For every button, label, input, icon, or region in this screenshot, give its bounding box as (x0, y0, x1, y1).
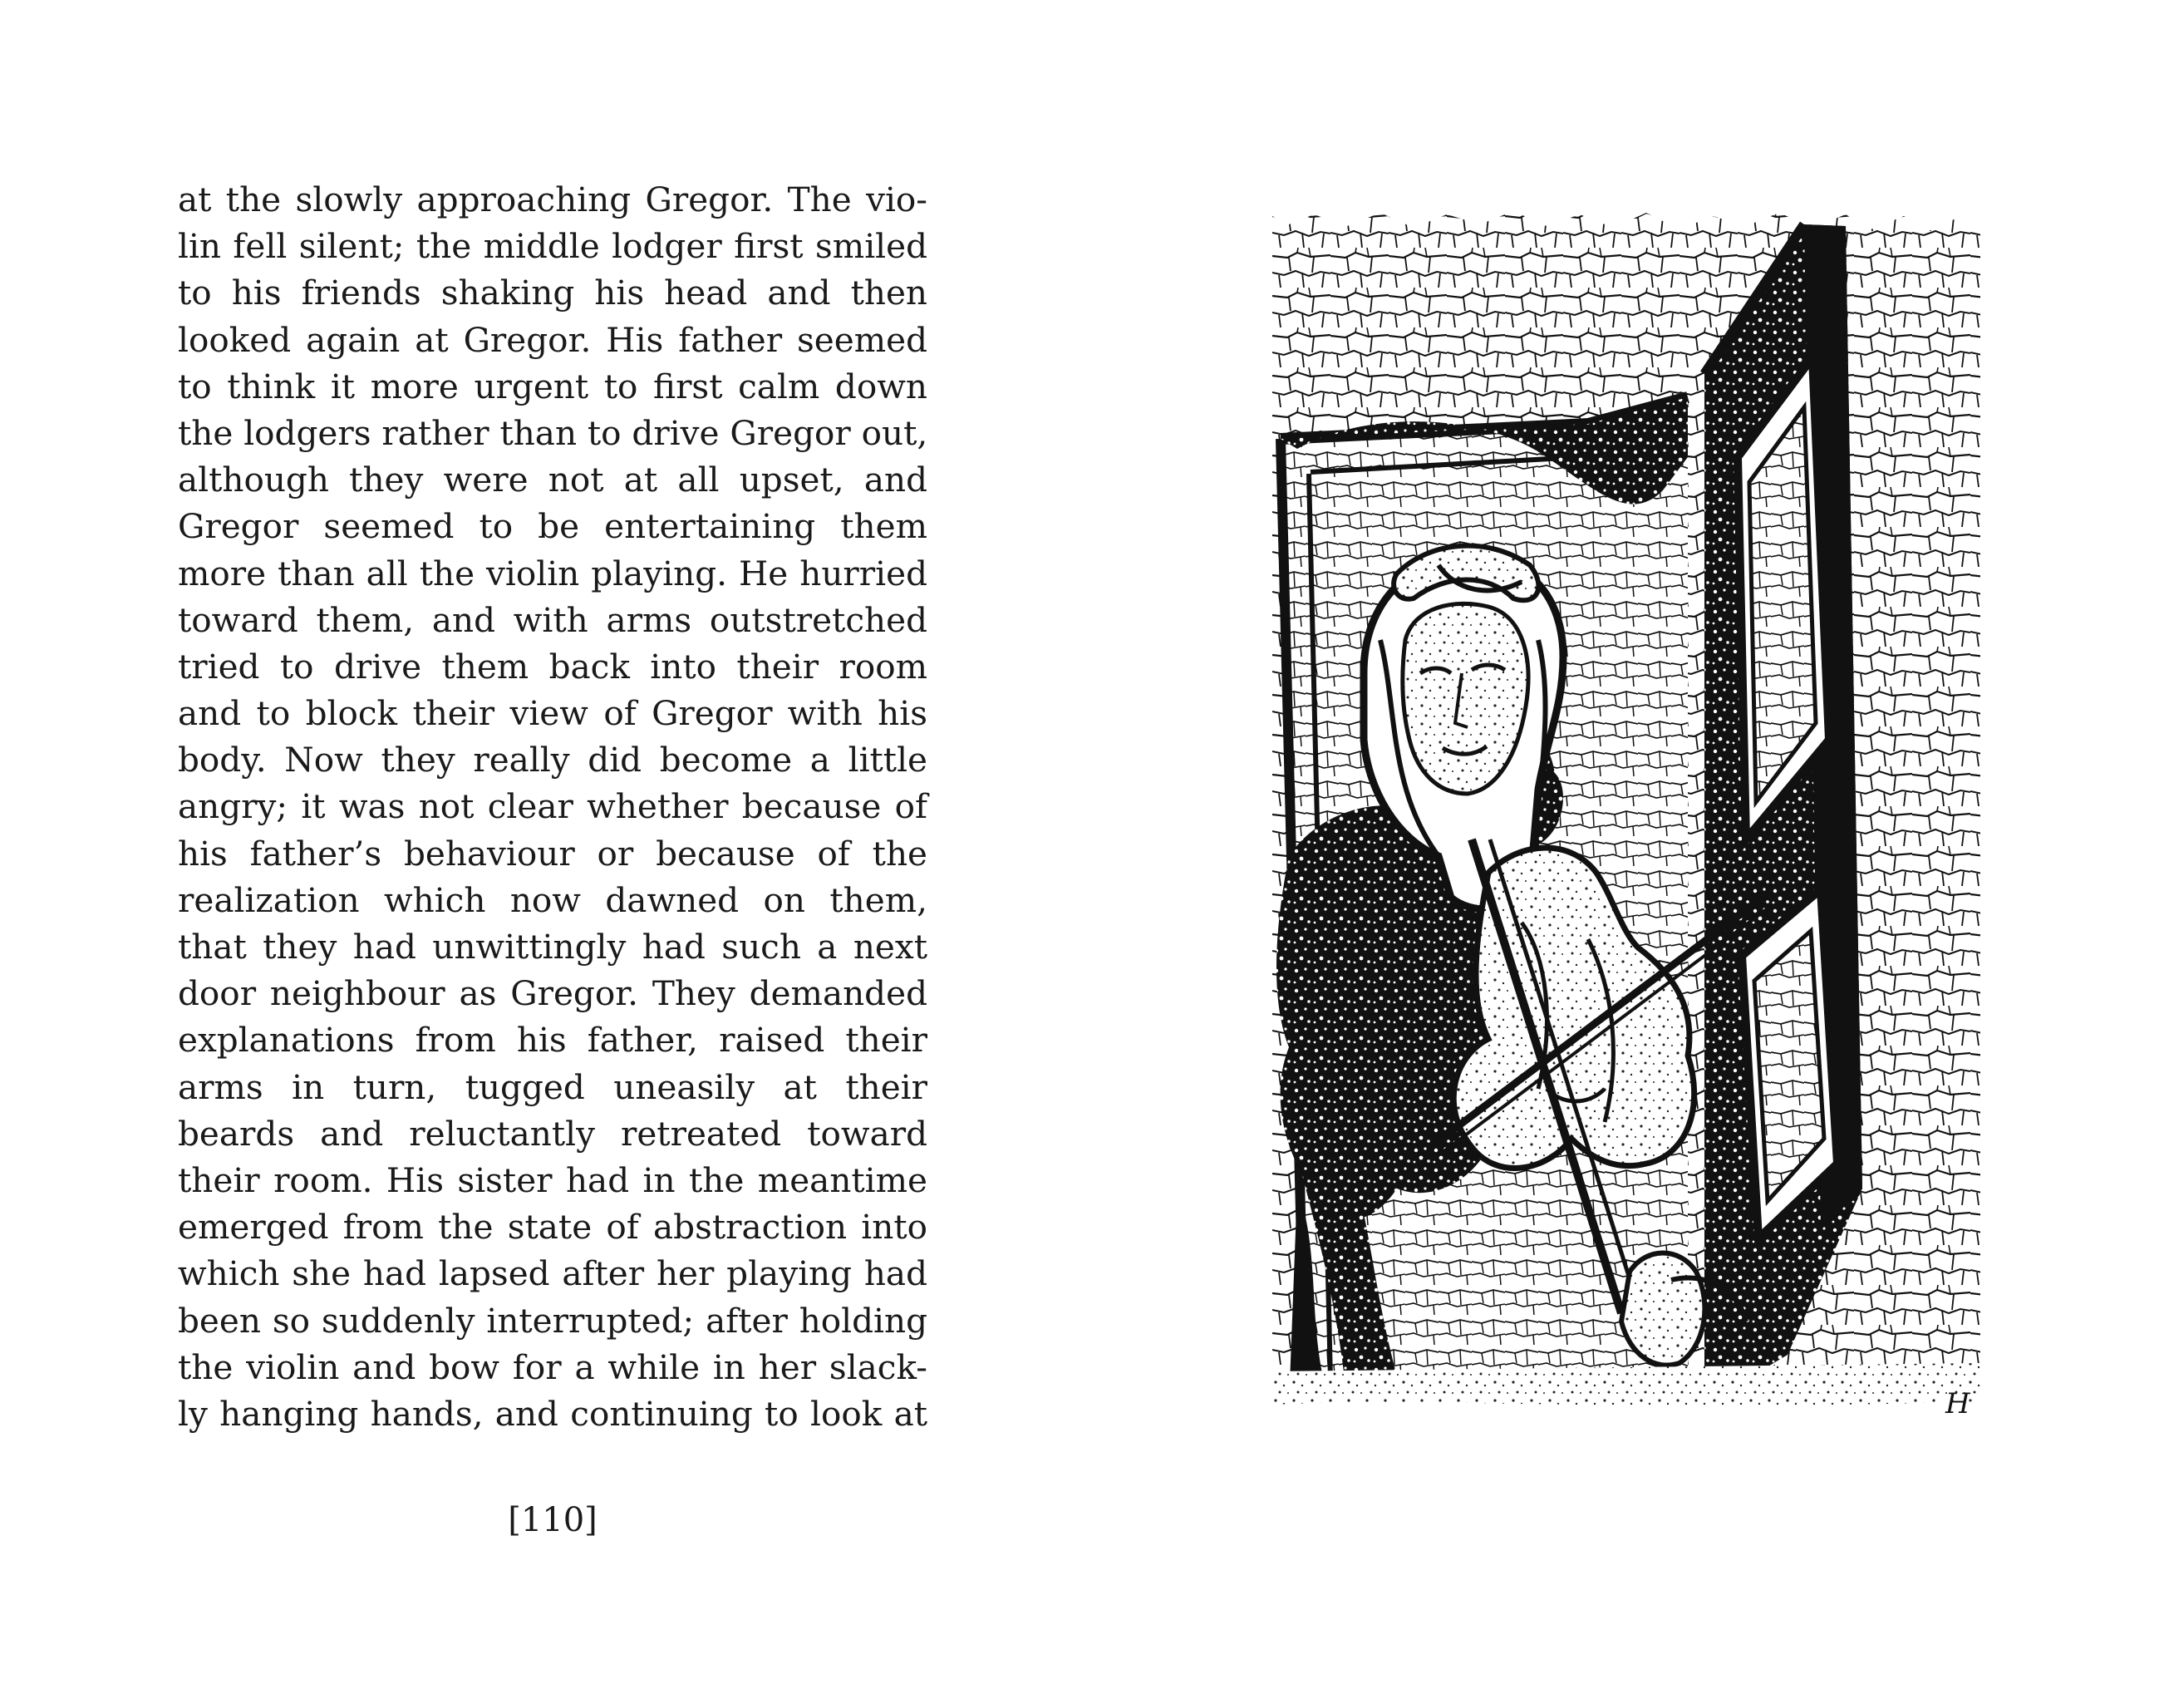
hand (1621, 1253, 1704, 1366)
text-line: arms in turn, tugged uneasily at their (178, 1066, 927, 1107)
right-page (1080, 0, 2159, 1708)
text-line: angry; it was not clear whether because of (178, 786, 927, 827)
text-line: more than all the violin playing. He hurried (178, 553, 927, 593)
page-number: [110] (508, 1501, 598, 1539)
text-line: although they were not at all upset, and (178, 460, 927, 500)
text-line: their room. His sister had in the meantime (178, 1159, 927, 1200)
text-line: toward them, and with arms outstretched (178, 599, 927, 640)
artist-signature: H (1945, 1387, 1970, 1420)
text-line: looked again at Gregor. His father seemed (178, 319, 927, 360)
text-line: explanations from his father, raised their (178, 1020, 927, 1061)
text-line: lin fell silent; the middle lodger first smiled (178, 226, 927, 267)
text-line: Gregor seemed to be entertaining them (178, 506, 927, 547)
text-line: to think it more urgent to first calm down (178, 366, 927, 406)
text-line: and to block their view of Gregor with his (178, 693, 927, 734)
text-line: ly hanging hands, and continuing to look at (178, 1393, 927, 1434)
illustration-svg (1272, 208, 1980, 1421)
text-line: been so suddenly interrupted; after holding (178, 1300, 927, 1341)
woodcut-illustration (1272, 208, 1980, 1421)
text-line: at the slowly approaching Gregor. The vio- (178, 180, 927, 219)
text-line: which she had lapsed after her playing had (178, 1253, 927, 1294)
text-line: his father’s behaviour or because of the (178, 833, 927, 874)
text-line: that they had unwittingly had such a next (178, 927, 927, 967)
body-text (178, 176, 927, 1437)
text-line: the lodgers rather than to drive Gregor out, (178, 412, 928, 453)
text-line: tried to drive them back into their room (178, 646, 927, 687)
text-line: door neighbour as Gregor. They demanded (178, 973, 927, 1014)
text-line: to his friends shaking his head and then (178, 273, 927, 313)
text-line: beards and reluctantly retreated toward (178, 1113, 927, 1154)
text-line: body. Now they really did become a little (178, 740, 927, 780)
text-line: the violin and bow for a while in her slack- (178, 1346, 927, 1387)
text-line: emerged from the state of abstraction into (178, 1207, 927, 1248)
text-line: realization which now dawned on them, (178, 879, 927, 920)
